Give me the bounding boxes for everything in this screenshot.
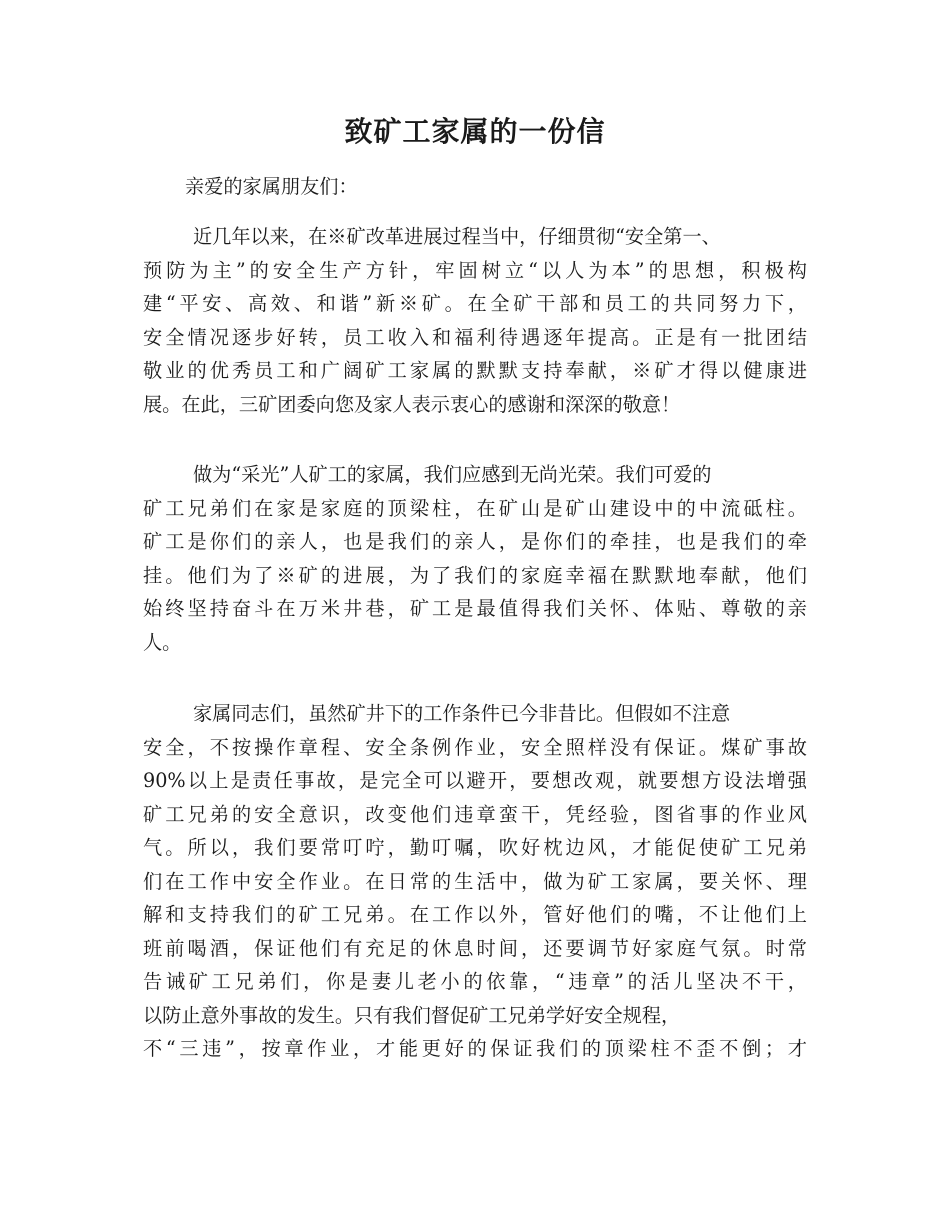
paragraph-line: 矿工兄弟们在家是家庭的顶梁柱，在矿山是矿山建设中的中流砥柱。 [143,496,807,520]
paragraph-line: 安全情况逐步好转，员工收入和福利待遇逐年提高。正是有一批团结 [143,325,807,349]
paragraph-line: 人。 [143,630,182,654]
paragraph-line: 展。在此，三矿团委向您及家人表示衷心的感谢和深深的敬意！ [143,392,681,416]
paragraph-1 [143,220,807,421]
paragraph-line: 敬业的优秀员工和广阔矿工家属的默默支持奉献，※矿才得以健康进 [143,359,807,382]
paragraph-line: 告诫矿工兄弟们，你是妻儿老小的依靠，“违章”的活儿坚决不干， [143,970,807,993]
paragraph-line: 家属同志们，虽然矿井下的工作条件已今非昔比。但假如不注意 [193,702,731,725]
paragraph-line: 矿工是你们的亲人，也是我们的亲人，是你们的牵挂，也是我们的牵 [143,530,807,553]
paragraph-line: 解和支持我们的矿工兄弟。在工作以外，管好他们的嘴，不让他们上 [143,903,807,926]
paragraph-line: 矿工兄弟的安全意识，改变他们违章蛮干，凭经验，图省事的作业风 [143,802,807,826]
document-title: 致矿工家属的一份信 [344,115,606,148]
paragraph-3 [143,697,807,1066]
paragraph-line: 安全，不按操作章程、安全条例作业，安全照样没有保证。煤矿事故 [143,735,807,759]
paragraph-line: 90%以上是责任事故，是完全可以避开，要想改观，就要想方设法增强 [143,769,807,792]
paragraph-line: 挂。他们为了※矿的进展，为了我们的家庭幸福在默默地奉献，他们 [143,563,807,587]
paragraph-line: 建“平安、高效、和谐”新※矿。在全矿干部和员工的共同努力下， [143,292,807,315]
paragraph-line: 以防止意外事故的发生。只有我们督促矿工兄弟学好安全规程， [143,1003,681,1027]
paragraph-line: 始终坚持奋斗在万米井巷，矿工是最值得我们关怀、体贴、尊敬的亲 [143,597,807,620]
paragraph-line: 预防为主”的安全生产方针，牢固树立“以人为本”的思想，积极构 [143,258,807,282]
paragraph-line: 班前喝酒，保证他们有充足的休息时间，还要调节好家庭气氛。时常 [143,936,807,960]
paragraph-line: 做为“采光”人矿工的家属，我们应感到无尚光荣。我们可爱的 [193,463,712,486]
paragraph-line: 们在工作中安全作业。在日常的生活中，做为矿工家属，要关怀、理 [143,869,807,893]
paragraph-2 [143,458,807,659]
paragraph-line: 近几年以来，在※矿改革进展过程当中，仔细贯彻“安全第一、 [193,225,721,248]
paragraph-line: 不“三违”，按章作业，才能更好的保证我们的顶梁柱不歪不倒；才 [143,1037,807,1060]
paragraph-line: 气。所以，我们要常叮咛，勤叮嘱，吹好枕边风，才能促使矿工兄弟 [143,836,807,859]
salutation: 亲爱的家属朋友们： [185,175,358,198]
